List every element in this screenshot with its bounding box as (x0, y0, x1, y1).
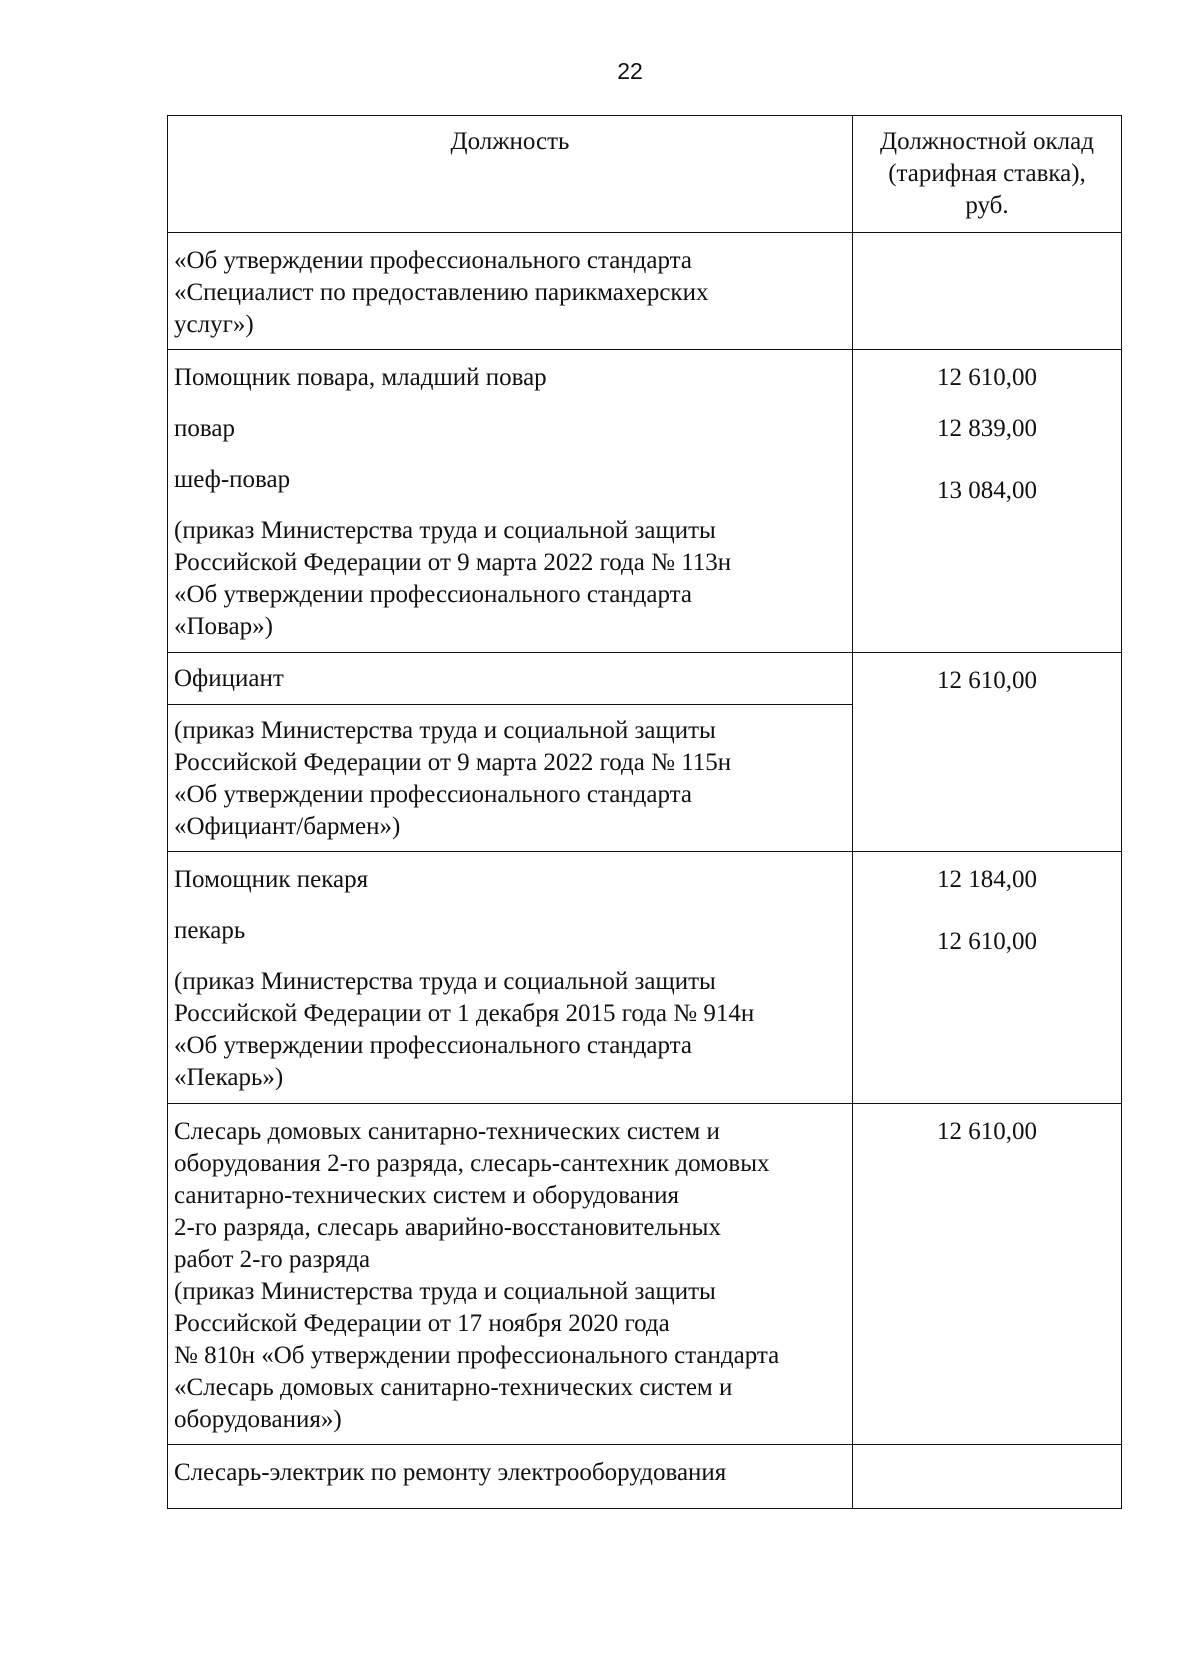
text-line: «Специалист по предоставлению парикмахерских (174, 279, 709, 306)
salary-value: 12 610,00 (937, 364, 1037, 391)
order-line: (приказ Министерства труда и социальной защиты (174, 1278, 716, 1305)
salary-value: 12 610,00 (937, 1118, 1037, 1145)
position-item: шеф-повар (174, 466, 291, 493)
position-cell (168, 705, 853, 852)
salary-cell (853, 1445, 1122, 1509)
table-row (168, 852, 1122, 1104)
order-line: (приказ Министерства труда и социальной защиты (174, 717, 716, 744)
text-line: 2-го разряда, слесарь аварийно-восстановительных (174, 1214, 721, 1241)
position-item: Помощник пекаря (174, 866, 369, 893)
salary-cell (853, 1104, 1122, 1445)
order-line: (приказ Министерства труда и социальной защиты (174, 968, 716, 995)
text-line: «Об утверждении профессионального стандарта (174, 247, 692, 274)
order-line: Российской Федерации от 9 марта 2022 года № 115н (174, 749, 732, 776)
header-salary-line: (тарифная ставка), (888, 160, 1086, 187)
salary-value: 12 839,00 (937, 415, 1037, 442)
position-item: Слесарь-электрик по ремонту электрооборудования (174, 1459, 727, 1486)
header-salary (853, 116, 1122, 233)
position-cell (168, 350, 853, 653)
table-row (168, 653, 1122, 705)
order-line: «Официант/бармен») (174, 813, 401, 840)
position-cell (168, 1445, 853, 1509)
text-line: работ 2-го разряда (174, 1246, 371, 1273)
header-salary-line: руб. (965, 192, 1009, 219)
table-header-row (168, 116, 1122, 233)
table-row (168, 1445, 1122, 1509)
salary-cell (853, 350, 1122, 653)
salary-table (167, 115, 1122, 1509)
order-line: «Об утверждении профессионального стандарта (174, 581, 692, 608)
order-line: «Об утверждении профессионального стандарта (174, 1032, 692, 1059)
position-item: пекарь (174, 917, 246, 944)
page-number: 22 (617, 58, 643, 84)
text-line: санитарно-технических систем и оборудования (174, 1182, 680, 1209)
position-cell (168, 233, 853, 350)
table-row (168, 350, 1122, 653)
position-item: Помощник повара, младший повар (174, 364, 547, 391)
salary-value: 12 610,00 (937, 667, 1037, 694)
salary-value: 12 184,00 (937, 866, 1037, 893)
table-row (168, 1104, 1122, 1445)
order-line: «Повар») (174, 613, 273, 640)
order-line: «Пекарь») (174, 1064, 284, 1091)
order-line: № 810н «Об утверждении профессионального стандарта (174, 1342, 780, 1369)
order-line: Российской Федерации от 1 декабря 2015 года № 914н (174, 1000, 755, 1027)
header-position: Должность (168, 116, 853, 233)
salary-cell (853, 852, 1122, 1104)
salary-value: 13 084,00 (937, 477, 1037, 504)
order-line: (приказ Министерства труда и социальной защиты (174, 517, 716, 544)
text-line: оборудования 2-го разряда, слесарь-сантехник домовых (174, 1150, 770, 1177)
salary-cell (853, 653, 1122, 852)
order-line: Российской Федерации от 9 марта 2022 года № 113н (174, 549, 732, 576)
position-item: повар (174, 415, 235, 442)
salary-value: 12 610,00 (937, 928, 1037, 955)
table-row (168, 233, 1122, 350)
text-line: Слесарь домовых санитарно-технических систем и (174, 1118, 720, 1145)
order-line: «Об утверждении профессионального стандарта (174, 781, 692, 808)
position-item: Официант (174, 665, 284, 692)
position-cell (168, 852, 853, 1104)
salary-cell (853, 233, 1122, 350)
text-line: услуг») (174, 311, 254, 338)
position-cell (168, 653, 853, 705)
order-line: «Слесарь домовых санитарно-технических систем и (174, 1374, 733, 1401)
order-line: оборудования») (174, 1406, 342, 1433)
header-salary-line: Должностной оклад (880, 128, 1094, 155)
position-cell (168, 1104, 853, 1445)
order-line: Российской Федерации от 17 ноября 2020 года (174, 1310, 670, 1337)
